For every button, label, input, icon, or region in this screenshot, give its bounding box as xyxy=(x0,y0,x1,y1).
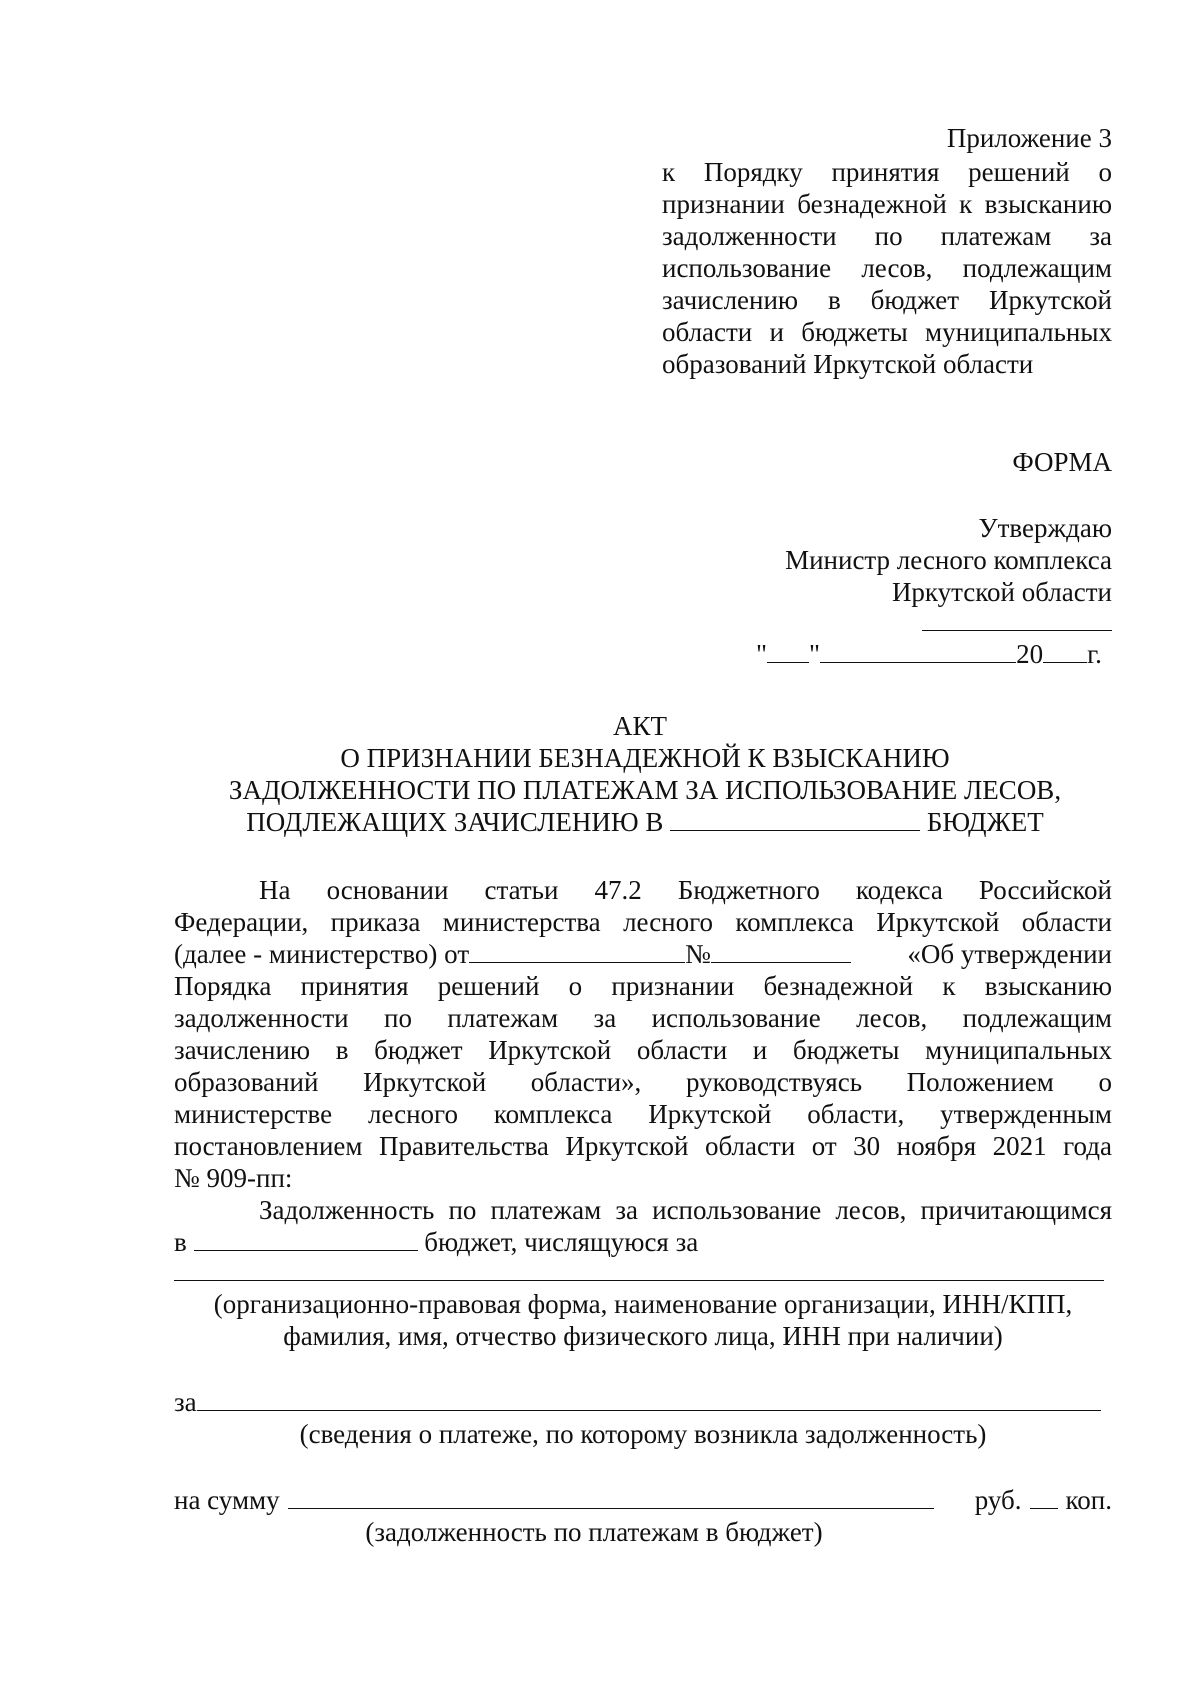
payment-info-row xyxy=(174,1386,1101,1418)
debtor-line xyxy=(174,1280,1104,1281)
date-quote-open: " xyxy=(756,639,768,669)
appendix-line: задолженности по платежам за xyxy=(662,221,1112,251)
body-line: задолженности по платежам за использование лесов, подлежащим xyxy=(174,1003,1112,1033)
approval-line: Министр лесного комплекса xyxy=(785,545,1112,575)
year-prefix: 20 xyxy=(1016,639,1044,669)
body-line: № 909-пп: xyxy=(174,1163,293,1193)
appendix-line: к Порядку принятия решений о xyxy=(662,157,1112,187)
body-line: постановлением Правительства Иркутской области от 30 ноября 2021 года xyxy=(174,1131,1112,1161)
body-line: Задолженность по платежам за использование лесов, причитающимся xyxy=(259,1195,1112,1225)
year-suffix: г. xyxy=(1087,639,1102,669)
za-label: за xyxy=(174,1387,197,1417)
act-subtitle: О ПРИЗНАНИИ БЕЗНАДЕЖНОЙ К ВЗЫСКАНИЮ xyxy=(340,743,950,773)
budget-blank xyxy=(670,808,920,831)
caption-debtor: фамилия, имя, отчество физического лица, ИНН при наличии) xyxy=(283,1321,1003,1351)
appendix-line: признании безнадежной к взысканию xyxy=(662,189,1112,219)
act-subtitle xyxy=(0,806,1200,838)
body-line: образований Иркутской области», руководствуясь Положением о xyxy=(174,1067,1112,1097)
order-number-blank xyxy=(711,940,851,963)
act-subtitle-part: ПОДЛЕЖАЩИХ ЗАЧИСЛЕНИЮ В xyxy=(246,807,664,837)
budget-blank-2 xyxy=(194,1228,418,1251)
year-blank xyxy=(1043,640,1087,663)
act-title: АКТ xyxy=(613,711,667,741)
act-subtitle-part: БЮДЖЕТ xyxy=(926,807,1044,837)
date-quote-close: " xyxy=(809,639,821,669)
approval-line: Иркутской области xyxy=(891,577,1112,607)
appendix-line: использование лесов, подлежащим xyxy=(662,253,1112,283)
body-line xyxy=(174,938,1112,970)
payment-info-blank xyxy=(197,1388,1101,1411)
body-text: (далее - министерство) от xyxy=(174,939,470,969)
body-text: «Об утверждении xyxy=(907,939,1112,969)
caption-sum: (задолженность по платежам в бюджет) xyxy=(365,1517,823,1547)
appendix-line: области и бюджеты муниципальных xyxy=(662,317,1112,347)
order-date-blank xyxy=(469,940,685,963)
day-blank xyxy=(767,640,809,663)
appendix-line: образований Иркутской области xyxy=(662,349,1034,379)
caption-debtor: (организационно-правовая форма, наименование организации, ИНН/КПП, xyxy=(213,1289,1073,1319)
appendix-line: зачислению в бюджет Иркутской xyxy=(662,285,1112,315)
caption-payment: (сведения о платеже, по которому возникла задолженность) xyxy=(299,1419,987,1449)
body-line: зачислению в бюджет Иркутской области и бюджеты муниципальных xyxy=(174,1035,1112,1065)
approval-line: Утверждаю xyxy=(978,513,1112,543)
body-line xyxy=(174,1226,698,1258)
approval-date xyxy=(756,638,1102,670)
body-line: министерстве лесного комплекса Иркутской области, утвержденным xyxy=(174,1099,1112,1129)
month-blank xyxy=(820,640,1016,663)
number-sign: № xyxy=(685,939,711,969)
kop-blank xyxy=(1030,1486,1058,1509)
rub-label: руб. xyxy=(974,1485,1022,1515)
body-line: Федерации, приказа министерства лесного комплекса Иркутской области xyxy=(174,907,1112,937)
sum-label: на сумму xyxy=(174,1485,280,1515)
appendix-title: Приложение 3 xyxy=(946,123,1112,153)
body-text: бюджет, числящуюся за xyxy=(424,1227,699,1257)
body-text: в xyxy=(174,1227,187,1257)
sum-blank xyxy=(288,1486,934,1509)
body-line: На основании статьи 47.2 Бюджетного кодекса Российской xyxy=(259,875,1112,905)
act-subtitle: ЗАДОЛЖЕННОСТИ ПО ПЛАТЕЖАМ ЗА ИСПОЛЬЗОВАНИЕ ЛЕСОВ, xyxy=(228,775,1062,805)
kop-label: коп. xyxy=(1065,1485,1112,1515)
signature-line xyxy=(922,630,1112,631)
body-line: Порядка принятия решений о признании безнадежной к взысканию xyxy=(174,971,1112,1001)
form-label: ФОРМА xyxy=(1012,447,1112,477)
sum-row xyxy=(174,1484,1112,1516)
